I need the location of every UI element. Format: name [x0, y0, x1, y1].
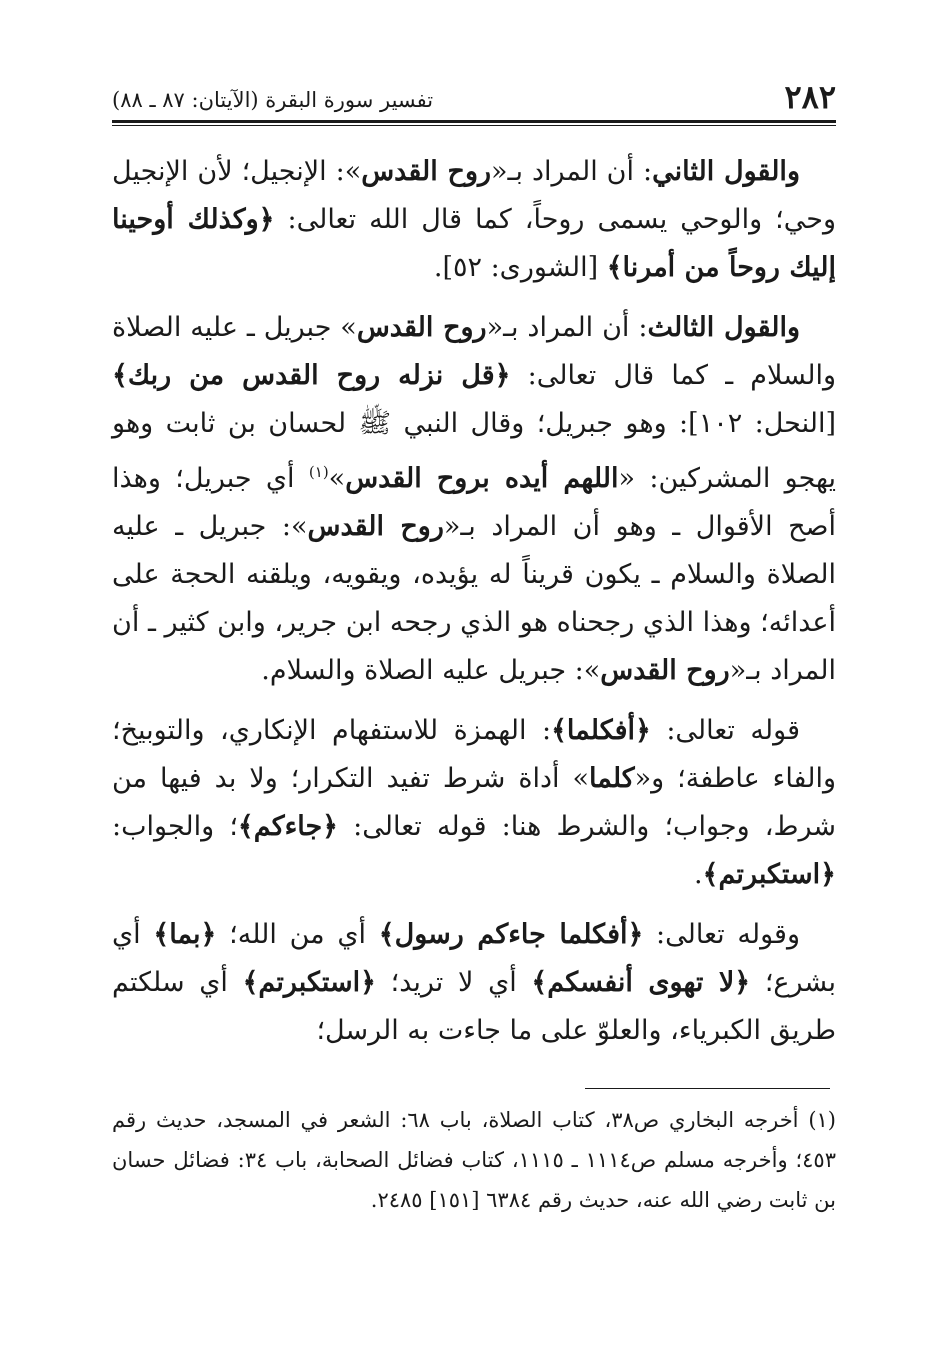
emphasized-text: روح القدس — [307, 511, 444, 542]
text-run: . — [694, 859, 703, 890]
emphasized-text: روح القدس — [600, 655, 730, 686]
text-run: أي سلكتم طريق الكبرياء، والعلوّ على ما جاءت به الرسل؛ — [112, 967, 836, 1046]
header-rule — [112, 120, 836, 123]
text-run: ؛ والجواب: — [112, 811, 238, 842]
footnote-rule — [585, 1088, 830, 1089]
text-run: »: الإنجيل؛ لأن الإنجيل وحي؛ والوحي يسمى روحاً، كما قال الله تعالى: — [112, 156, 836, 235]
emphasized-text: والقول الثالث — [647, 312, 800, 343]
emphasized-text: كلما — [588, 763, 635, 794]
paragraph-verse-commentary — [112, 911, 836, 1055]
main-text — [112, 148, 836, 1067]
text-run: : أن المراد بـ« — [486, 312, 648, 343]
text-run: » جبريل ـ عليه الصلاة والسلام ـ كما قال تعالى: — [112, 312, 836, 391]
paragraph-second-opinion — [112, 148, 836, 292]
footnote-1: (١) أخرجه البخاري ص٣٨، كتاب الصلاة، باب ٦٨: الشعر في المسجد، حديث رقم ٤٥٣؛ وأخرجه مسلم ص١١١٤ ـ ١١١٥، كتاب فضائل الصحابة، باب ٣٤: فضائل حسان بن ثابت رضي الله عنه، حديث رقم ٦٣٨٤ [١٥١] ٢٤٨٥. — [112, 1108, 836, 1212]
text-run: » — [328, 463, 346, 494]
text-run: وقوله تعالى: — [643, 919, 800, 950]
emphasized-text: ﴿جاءكم﴾ — [237, 811, 338, 842]
emphasized-text: ﴿استكبرتم﴾ — [702, 859, 836, 890]
paragraph-afakullama — [112, 707, 836, 899]
text-run: : أن المراد بـ« — [491, 156, 653, 187]
running-title: تفسير سورة البقرة (الآيتان: ٨٧ ـ ٨٨) — [112, 88, 434, 112]
emphasized-text: روح القدس — [361, 156, 492, 187]
paragraph-third-opinion — [112, 304, 836, 695]
emphasized-text: ﴿أفكلما﴾ — [551, 715, 651, 746]
emphasized-text: ﴿بما﴾ — [153, 919, 217, 950]
text-run: أي من الله؛ — [216, 919, 379, 950]
emphasized-text: والقول الثاني — [652, 156, 800, 187]
text-run: قوله تعالى: — [650, 715, 800, 746]
text-run: »: جبريل ـ عليه الصلاة والسلام ـ يكون قريناً له يؤيده، ويقويه، ويلقنه الحجة على أعدائه؛ وهذا الذي رجحناه هو الذي رجحه ابن جرير، وابن كثير ـ أن المراد بـ« — [112, 511, 836, 686]
emphasized-text: ﴿لا تهوى أنفسكم﴾ — [531, 967, 751, 998]
text-run: [النحل: ١٠٢]: وهو جبريل؛ وقال النبي ﷺ لحسان بن ثابت وهو يهجو المشركين: « — [112, 408, 837, 494]
text-run: أي جبريل؛ وهذا أصح الأقوال ـ وهو أن المراد بـ« — [112, 463, 836, 542]
text-run: [الشورى: ٥٢]. — [433, 252, 607, 283]
emphasized-text: ﴿قل نزله روح القدس من ربك﴾ — [112, 360, 511, 391]
page-number: ٢٨٢ — [784, 78, 836, 116]
text-run: : الهمزة للاستفهام الإنكاري، والتوبيخ؛ والفاء عاطفة؛ و« — [112, 715, 836, 794]
text-run: »: جبريل عليه الصلاة والسلام. — [261, 655, 601, 686]
text-run: أي بشرع؛ — [112, 919, 837, 998]
emphasized-text: اللهم أيده بروح القدس — [345, 463, 619, 494]
emphasized-text: ﴿وكذلك أوحينا إليك روحاً من أمرنا﴾ — [112, 204, 836, 283]
text-run: » أداة شرط تفيد التكرار؛ ولا بد فيها من شرط، وجواب؛ والشرط هنا: قوله تعالى: — [112, 763, 836, 842]
footnote-marker: (١) — [308, 463, 329, 481]
emphasized-text: ﴿أفكلما جاءكم رسول﴾ — [378, 919, 644, 950]
emphasized-text: ﴿استكبرتم﴾ — [242, 967, 376, 998]
emphasized-text: روح القدس — [356, 312, 487, 343]
text-run: أي لا تريد؛ — [375, 967, 532, 998]
footnotes — [112, 1100, 836, 1220]
page-header — [112, 78, 836, 118]
header-rule-thin — [112, 125, 836, 126]
